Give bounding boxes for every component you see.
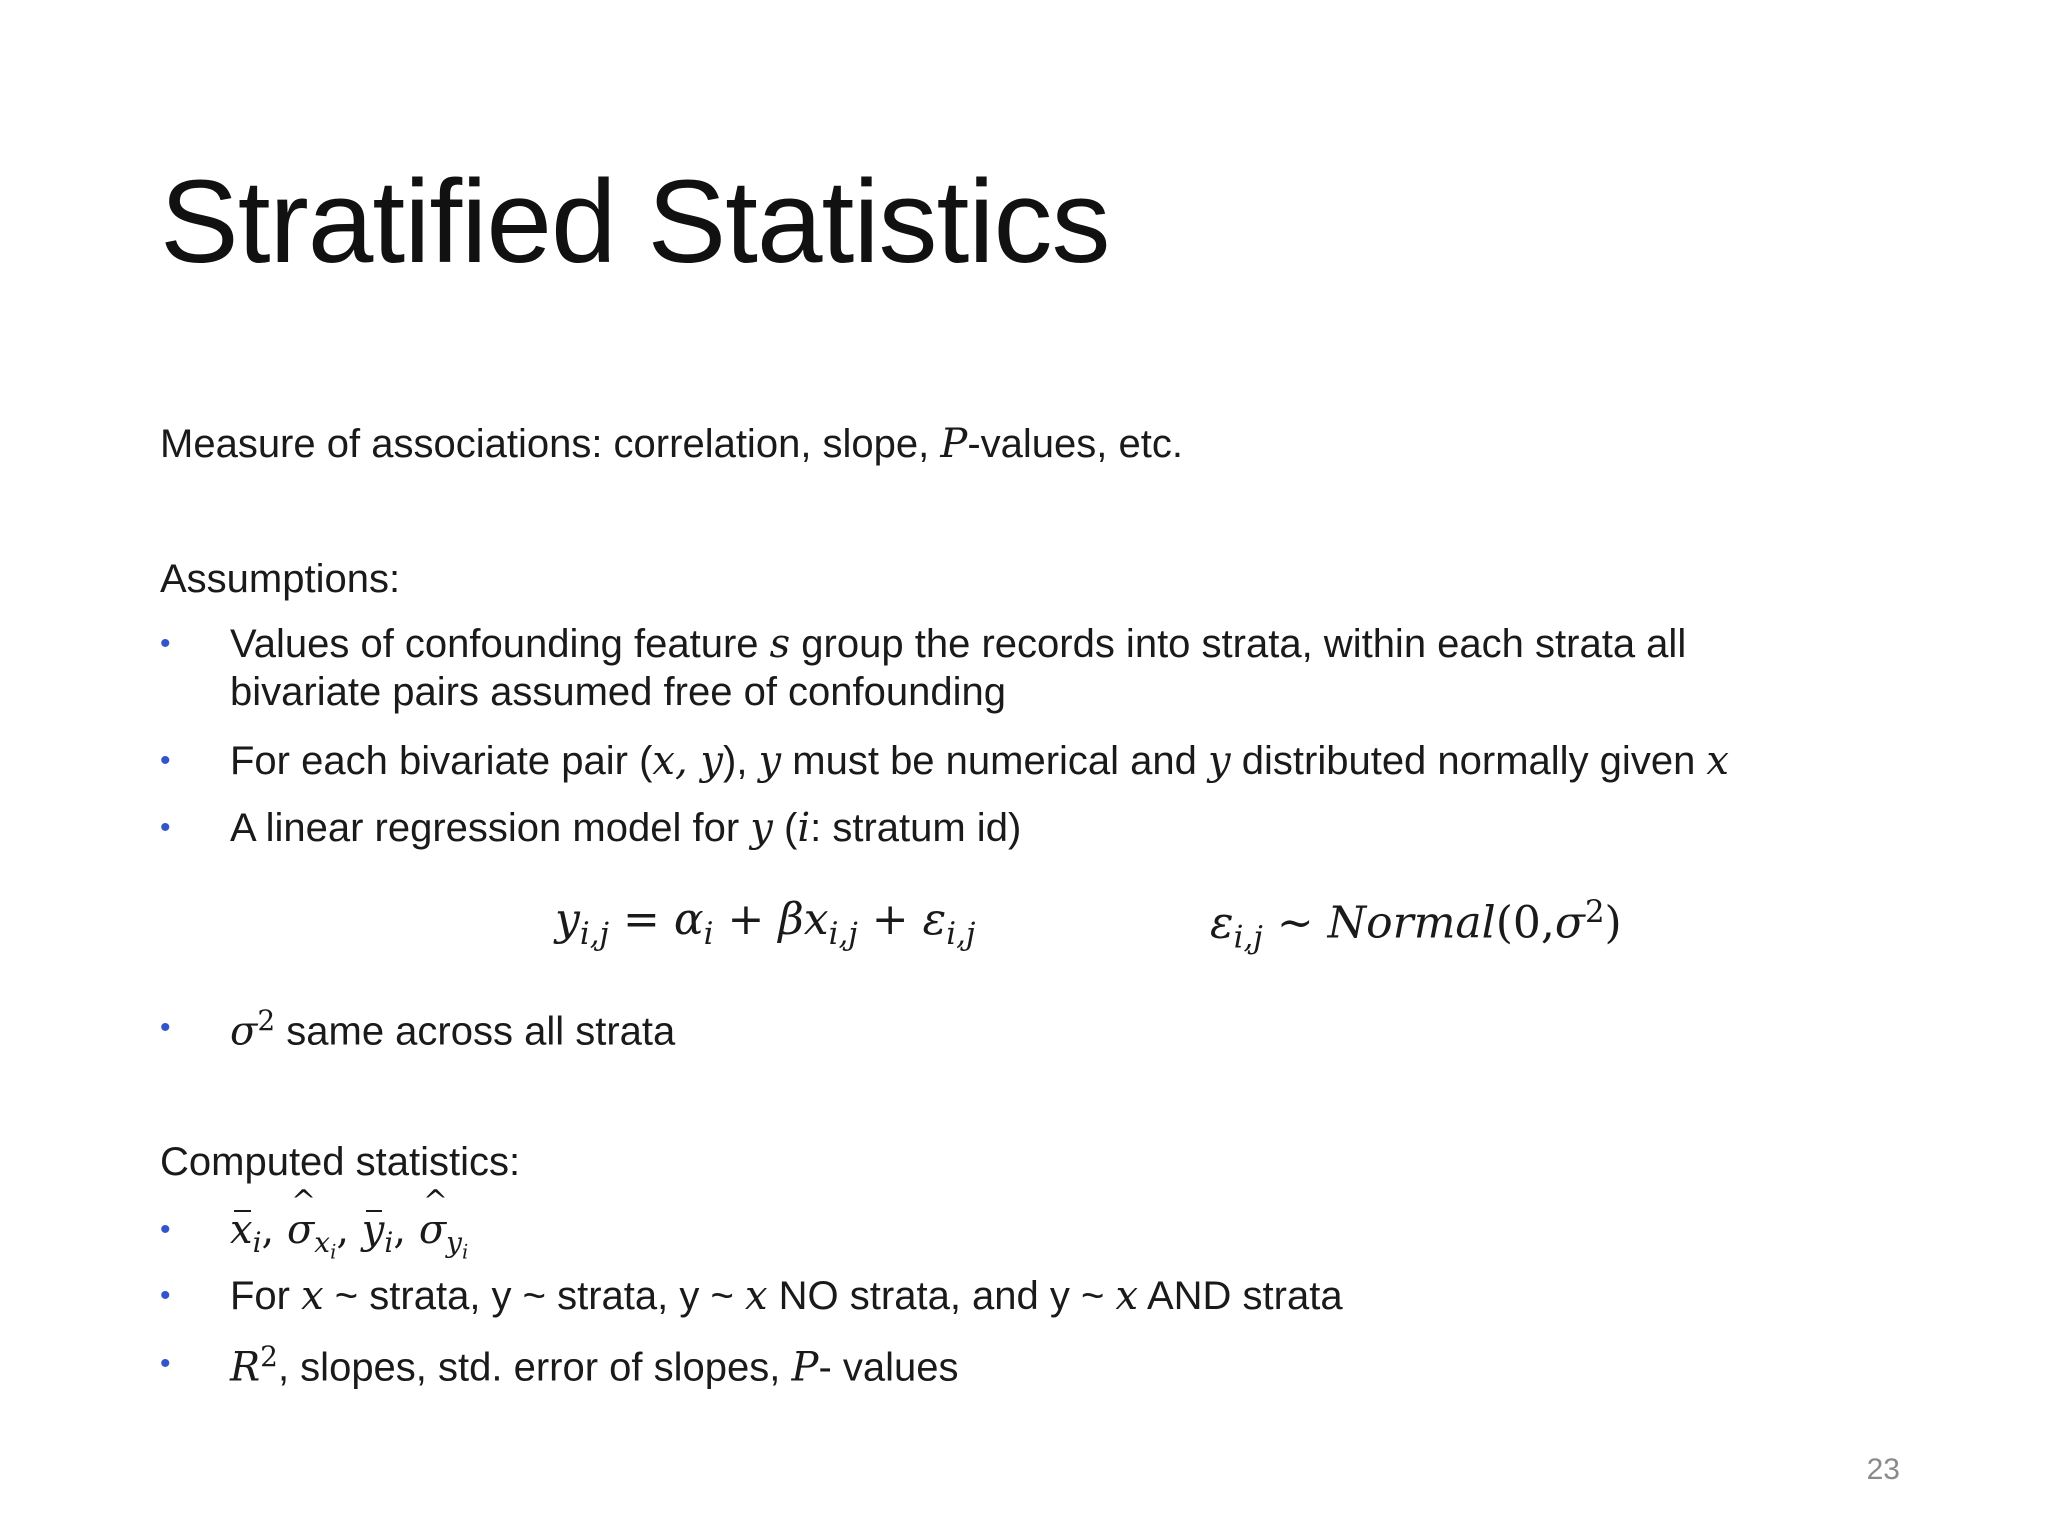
sigma-hat-x-sub: x [314, 1226, 331, 1259]
eq-equals: = [609, 894, 674, 945]
page-number: 23 [1866, 1453, 1900, 1486]
eq-plus: + [857, 894, 923, 945]
assumption-4 [230, 1004, 675, 1055]
computed-1 [230, 1206, 468, 1264]
eq-epsilon-sub: i,j [946, 915, 976, 952]
assumption-2-text: For each bivariate pair ( [230, 739, 653, 783]
separator: , [261, 1207, 287, 1253]
eq-sigma: σ [1554, 897, 1585, 949]
assumption-1-line-2: bivariate pairs assumed free of confounding [230, 670, 1007, 714]
eq-x-sub: i,j [828, 915, 858, 952]
assumption-3-text: ( [772, 806, 798, 850]
slide-title: Stratified Statistics [160, 156, 1110, 288]
bullet-dot: • [160, 744, 171, 777]
bullet-dot: • [160, 627, 171, 660]
assumption-2-text: must be numerical and [781, 739, 1209, 783]
eq-y: y [555, 894, 580, 945]
computed-3 [230, 1340, 959, 1391]
assumption-2 [230, 737, 1729, 785]
computed-3-text: , slopes, std. error of slopes, [277, 1345, 792, 1390]
y-bar: y [361, 1207, 385, 1253]
assumption-3-math: i [797, 805, 811, 851]
computed-2-math: x [744, 1273, 768, 1319]
sigma-hat-y-sub: y [446, 1226, 462, 1259]
x-bar: x [230, 1207, 253, 1253]
intro-text: Measure of associations: correlation, slope, [160, 422, 941, 466]
assumption-3-text: A linear regression model for [230, 806, 751, 850]
eq-beta-x: βx [778, 894, 829, 945]
regression-equation [555, 894, 975, 953]
y-bar-sub: i [384, 1226, 394, 1259]
assumption-1-var: s [769, 621, 791, 667]
eq-plus: + [713, 894, 779, 945]
bullet-dot: • [160, 1011, 171, 1044]
sigma-sup: 2 [257, 1004, 276, 1037]
assumption-2-math: y [758, 738, 782, 784]
eq-open-paren: (0, [1495, 897, 1555, 949]
assumption-3-math: y [750, 805, 773, 851]
assumptions-heading: Assumptions: [160, 557, 401, 601]
eq-y-sub: i,j [579, 915, 610, 952]
bullet-dot: • [160, 1279, 171, 1312]
intro-text-after: -values, etc. [967, 422, 1183, 466]
eq-epsilon: ε [922, 894, 947, 945]
computed-2-text: AND strata [1138, 1274, 1343, 1318]
eq-tilde: ~ [1262, 897, 1328, 949]
eq-alpha-sub: i [703, 915, 714, 952]
assumption-3 [230, 804, 1021, 852]
r-var: R [230, 1344, 261, 1391]
eq-alpha: α [673, 894, 704, 945]
sigma-hat-y: ^ σ [419, 1206, 446, 1254]
sigma-var: σ [230, 1008, 258, 1055]
computed-2-text: For [230, 1274, 302, 1318]
bullet-dot: • [160, 1213, 171, 1246]
eq-close-paren: ) [1604, 897, 1622, 949]
p-var: P [791, 1344, 819, 1391]
intro-p-var: P [940, 421, 968, 467]
computed-heading: Computed statistics: [160, 1140, 521, 1184]
computed-2-text: ~ strata, y ~ strata, y ~ [323, 1274, 745, 1318]
computed-2-math: x [301, 1273, 324, 1319]
sigma-hat-x: ^ σ [287, 1206, 314, 1254]
intro-line [160, 420, 1183, 468]
computed-2 [230, 1272, 1343, 1320]
computed-3-text: - values [818, 1345, 959, 1390]
sigma-hat-y-subsub: i [461, 1240, 469, 1264]
assumption-2-math: x [1706, 738, 1729, 784]
error-distribution-equation [1210, 894, 1622, 956]
separator: , [336, 1207, 362, 1253]
assumption-4-text: same across all strata [275, 1009, 676, 1054]
x-bar-sub: i [252, 1226, 262, 1259]
separator: , [393, 1207, 419, 1253]
assumption-2-text: ), [723, 739, 759, 783]
assumption-1-text-after: group the records into strata, within each strata all [790, 622, 1687, 666]
eq-normal: Normal [1327, 897, 1496, 949]
sigma-hat-x-subsub: i [330, 1240, 337, 1264]
assumption-1-text: Values of confounding feature [230, 622, 770, 666]
r-sup: 2 [260, 1340, 278, 1373]
eq-epsilon: ε [1210, 897, 1234, 949]
assumption-2-math: x, y [652, 738, 723, 784]
bullet-dot: • [160, 811, 171, 844]
assumption-2-math: y [1208, 738, 1231, 784]
eq-epsilon-sub: i,j [1233, 919, 1263, 956]
assumption-1-line-1 [230, 620, 1686, 668]
computed-2-text: NO strata, and y ~ [767, 1274, 1116, 1318]
bullet-dot: • [160, 1347, 171, 1380]
eq-sigma-sup: 2 [1584, 894, 1605, 930]
assumption-3-text: : stratum id) [810, 806, 1022, 850]
assumption-2-text: distributed normally given [1230, 739, 1707, 783]
computed-2-math: x [1115, 1273, 1139, 1319]
